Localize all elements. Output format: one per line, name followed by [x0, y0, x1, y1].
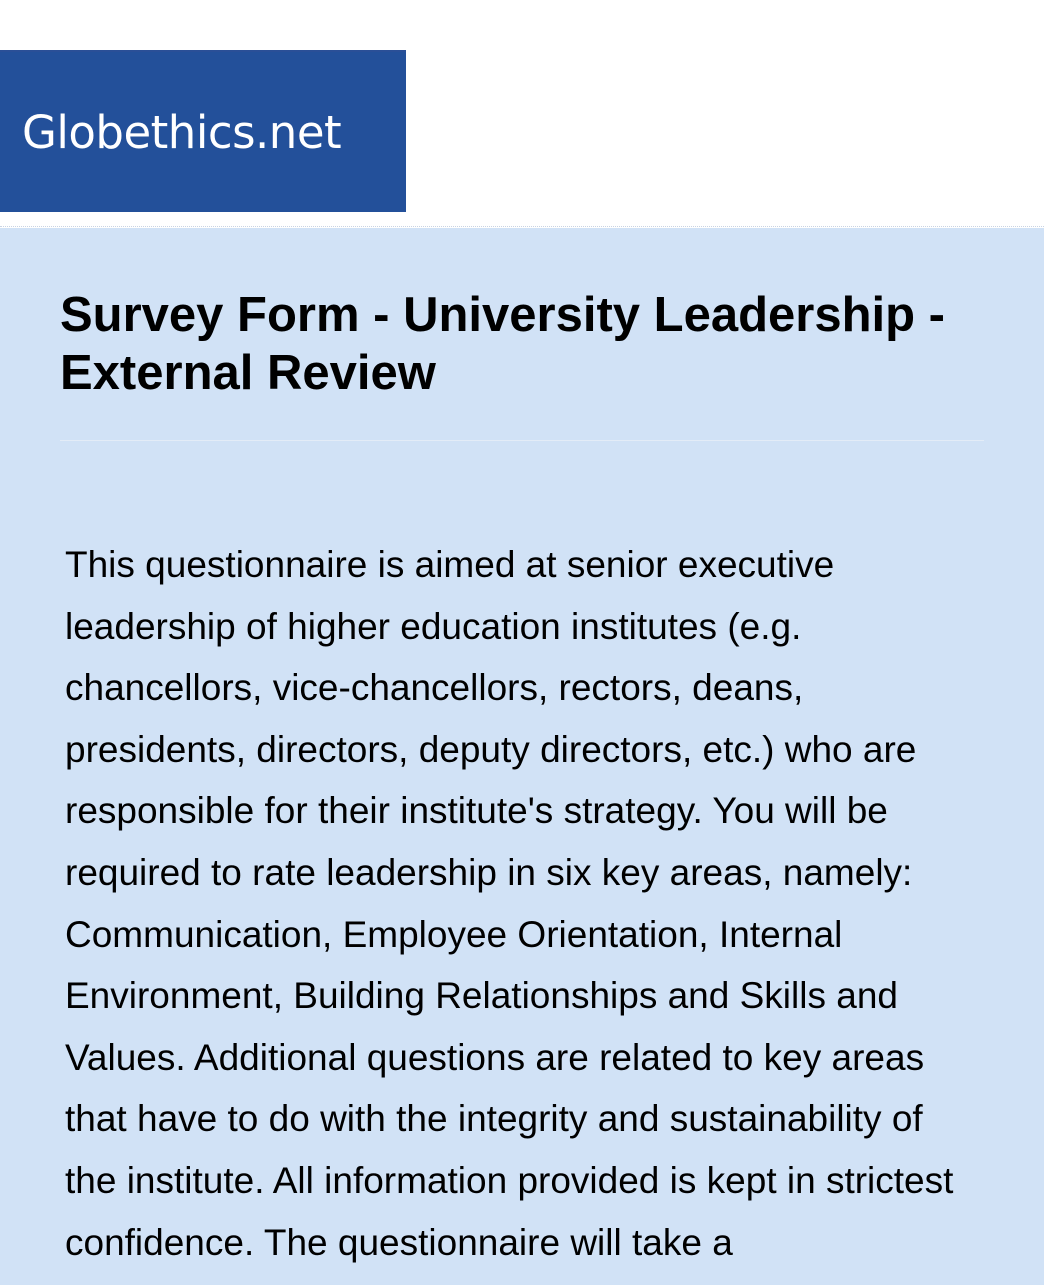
logo-text: Globethics.net	[22, 105, 342, 159]
form-title: Survey Form - University Leadership - External Review	[60, 288, 945, 400]
title-divider	[60, 440, 984, 441]
globethics-logo[interactable]	[0, 52, 406, 212]
form-panel	[0, 228, 1044, 1285]
form-intro-text: This questionnaire is aimed at senior executive leadership of higher education institutes (e.g. chancellors, vice-chancellors, rectors, deans, presidents, directors, deputy directors, etc.) who are responsible for their institute's strategy. You will be required to rate leadership in six key areas, namely: Communication, Employee Orientation, Internal Environment, Building Relationships and Skills and Values. Additional questions are related to key areas that have to do with the integrity and sustainability of the institute. All information provided is kept in strictest confidence. The questionnaire will take a	[65, 544, 954, 1263]
